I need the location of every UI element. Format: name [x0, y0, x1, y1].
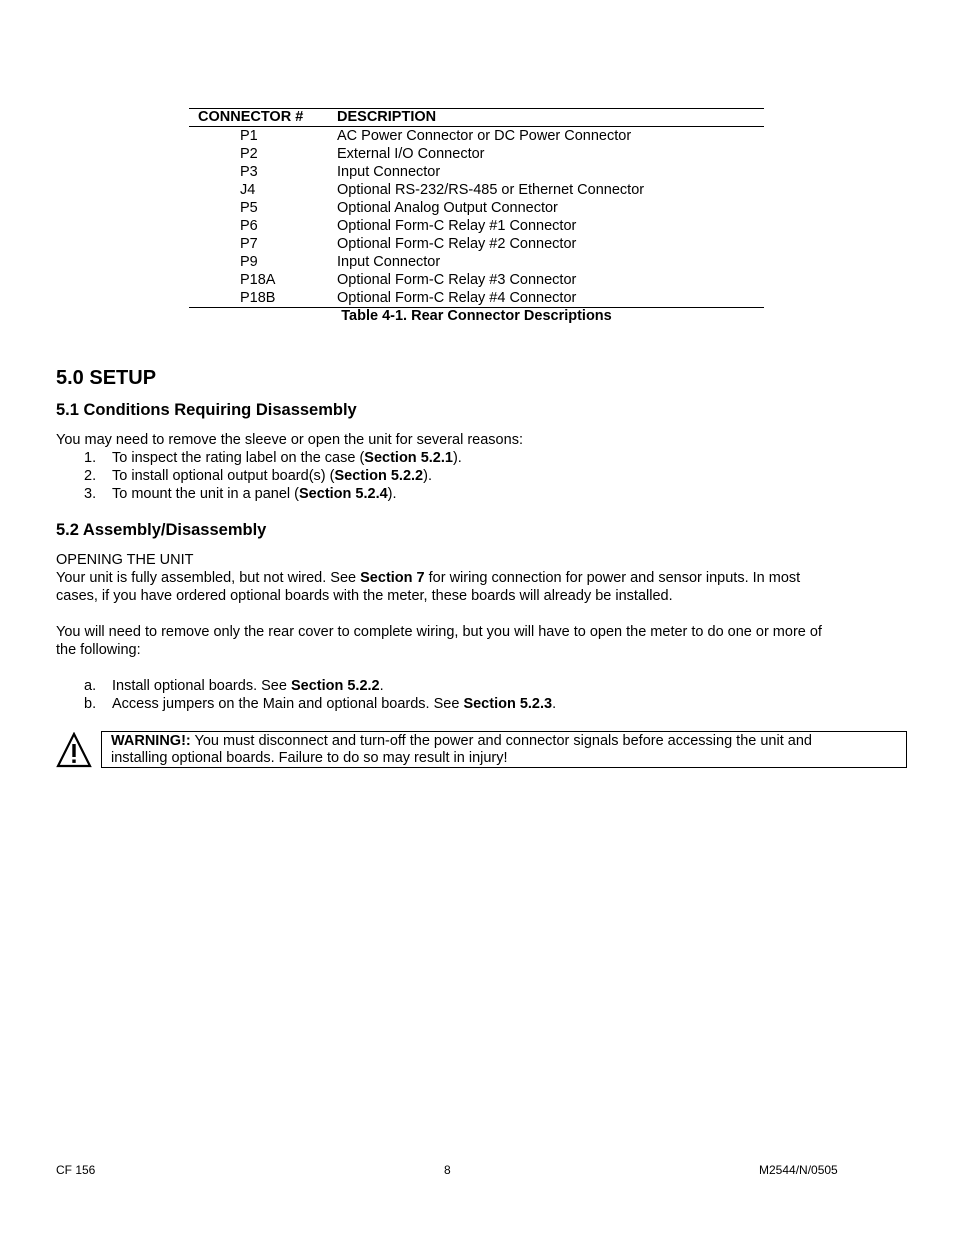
- list-marker: b.: [84, 696, 97, 712]
- connector-table: [189, 108, 764, 308]
- footer-right: M2544/N/0505: [759, 1163, 838, 1177]
- table-body: [189, 127, 764, 307]
- description-cell: Optional Form-C Relay #1 Connector: [337, 218, 577, 234]
- paragraph-2-line-1: You will need to remove only the rear cover to complete wiring, but you will have to open the meter to do one or more of: [56, 624, 822, 640]
- list-item-text: To inspect the rating label on the case (Section 5.2.1).: [112, 450, 462, 466]
- table-caption: Table 4-1. Rear Connector Descriptions: [341, 308, 612, 324]
- list-marker: 3.: [84, 486, 97, 502]
- connector-cell: J4: [240, 182, 256, 198]
- list-marker: 1.: [84, 450, 97, 466]
- paragraph-1-line-2: cases, if you have ordered optional boards with the meter, these boards will already be installed.: [56, 588, 673, 604]
- warning-line-1: WARNING!: You must disconnect and turn-off the power and connector signals before accessing the unit and: [111, 733, 812, 749]
- list-item-text: Install optional boards. See Section 5.2.2.: [112, 678, 384, 694]
- warning-label: WARNING!:: [111, 733, 191, 749]
- table-row: [189, 199, 764, 217]
- table-row: [189, 163, 764, 181]
- connector-cell: P2: [240, 146, 258, 162]
- table-row: [189, 235, 764, 253]
- paragraph-2-line-2: the following:: [56, 642, 141, 658]
- description-cell: Optional RS-232/RS-485 or Ethernet Connector: [337, 182, 645, 198]
- connector-cell: P18B: [240, 290, 276, 306]
- table-row: [189, 253, 764, 271]
- section-reference: Section 5.2.2: [290, 678, 380, 694]
- connector-cell: P7: [240, 236, 258, 252]
- table-row: [189, 289, 764, 307]
- section-title-5-1: 5.1 Conditions Requiring Disassembly: [56, 401, 357, 419]
- section-title-setup: 5.0 SETUP: [56, 367, 157, 389]
- section-7-ref: Section 7: [360, 570, 425, 586]
- table-row: [189, 271, 764, 289]
- table-row: [189, 127, 764, 145]
- table-header-row: [189, 109, 764, 126]
- description-cell: External I/O Connector: [337, 146, 485, 162]
- warning-box: [101, 731, 907, 768]
- connector-cell: P1: [240, 128, 258, 144]
- table-row: [189, 217, 764, 235]
- connector-cell: P18A: [240, 272, 276, 288]
- section-title-5-2: 5.2 Assembly/Disassembly: [56, 521, 267, 539]
- description-cell: Optional Form-C Relay #3 Connector: [337, 272, 577, 288]
- list-item-text: To install optional output board(s) (Section 5.2.2).: [112, 468, 432, 484]
- description-cell: Optional Analog Output Connector: [337, 200, 558, 216]
- list-item-text: Access jumpers on the Main and optional boards. See Section 5.2.3.: [112, 696, 557, 712]
- list-item-text: To mount the unit in a panel (Section 5.2.4).: [112, 486, 397, 502]
- connector-cell: P9: [240, 254, 258, 270]
- paragraph-1-line-1: Your unit is fully assembled, but not wired. See Section 7 for wiring connection for power and sensor inputs. In most: [56, 570, 801, 586]
- opening-unit-subhead: OPENING THE UNIT: [56, 552, 194, 568]
- footer-left: CF 156: [56, 1163, 96, 1177]
- header-description: DESCRIPTION: [337, 109, 437, 125]
- section-reference: Section 5.2.1: [364, 450, 453, 466]
- description-cell: AC Power Connector or DC Power Connector: [337, 128, 632, 144]
- description-cell: Input Connector: [337, 164, 441, 180]
- list-marker: 2.: [84, 468, 97, 484]
- warning-triangle-icon: [56, 732, 92, 768]
- section-reference: Section 5.2.2: [334, 468, 424, 484]
- connector-cell: P5: [240, 200, 258, 216]
- section-5-1-intro: You may need to remove the sleeve or open the unit for several reasons:: [56, 432, 523, 448]
- description-cell: Optional Form-C Relay #4 Connector: [337, 290, 577, 306]
- connector-cell: P3: [240, 164, 258, 180]
- table-row: [189, 181, 764, 199]
- section-reference: Section 5.2.3: [463, 696, 553, 712]
- section-reference: Section 5.2.4: [299, 486, 388, 502]
- list-marker: a.: [84, 678, 97, 694]
- table-row: [189, 145, 764, 163]
- connector-cell: P6: [240, 218, 258, 234]
- description-cell: Optional Form-C Relay #2 Connector: [337, 236, 577, 252]
- header-connector: CONNECTOR #: [198, 109, 304, 125]
- page-number: 8: [444, 1163, 451, 1177]
- description-cell: Input Connector: [337, 254, 441, 270]
- warning-line-2: installing optional boards. Failure to do so may result in injury!: [111, 750, 508, 766]
